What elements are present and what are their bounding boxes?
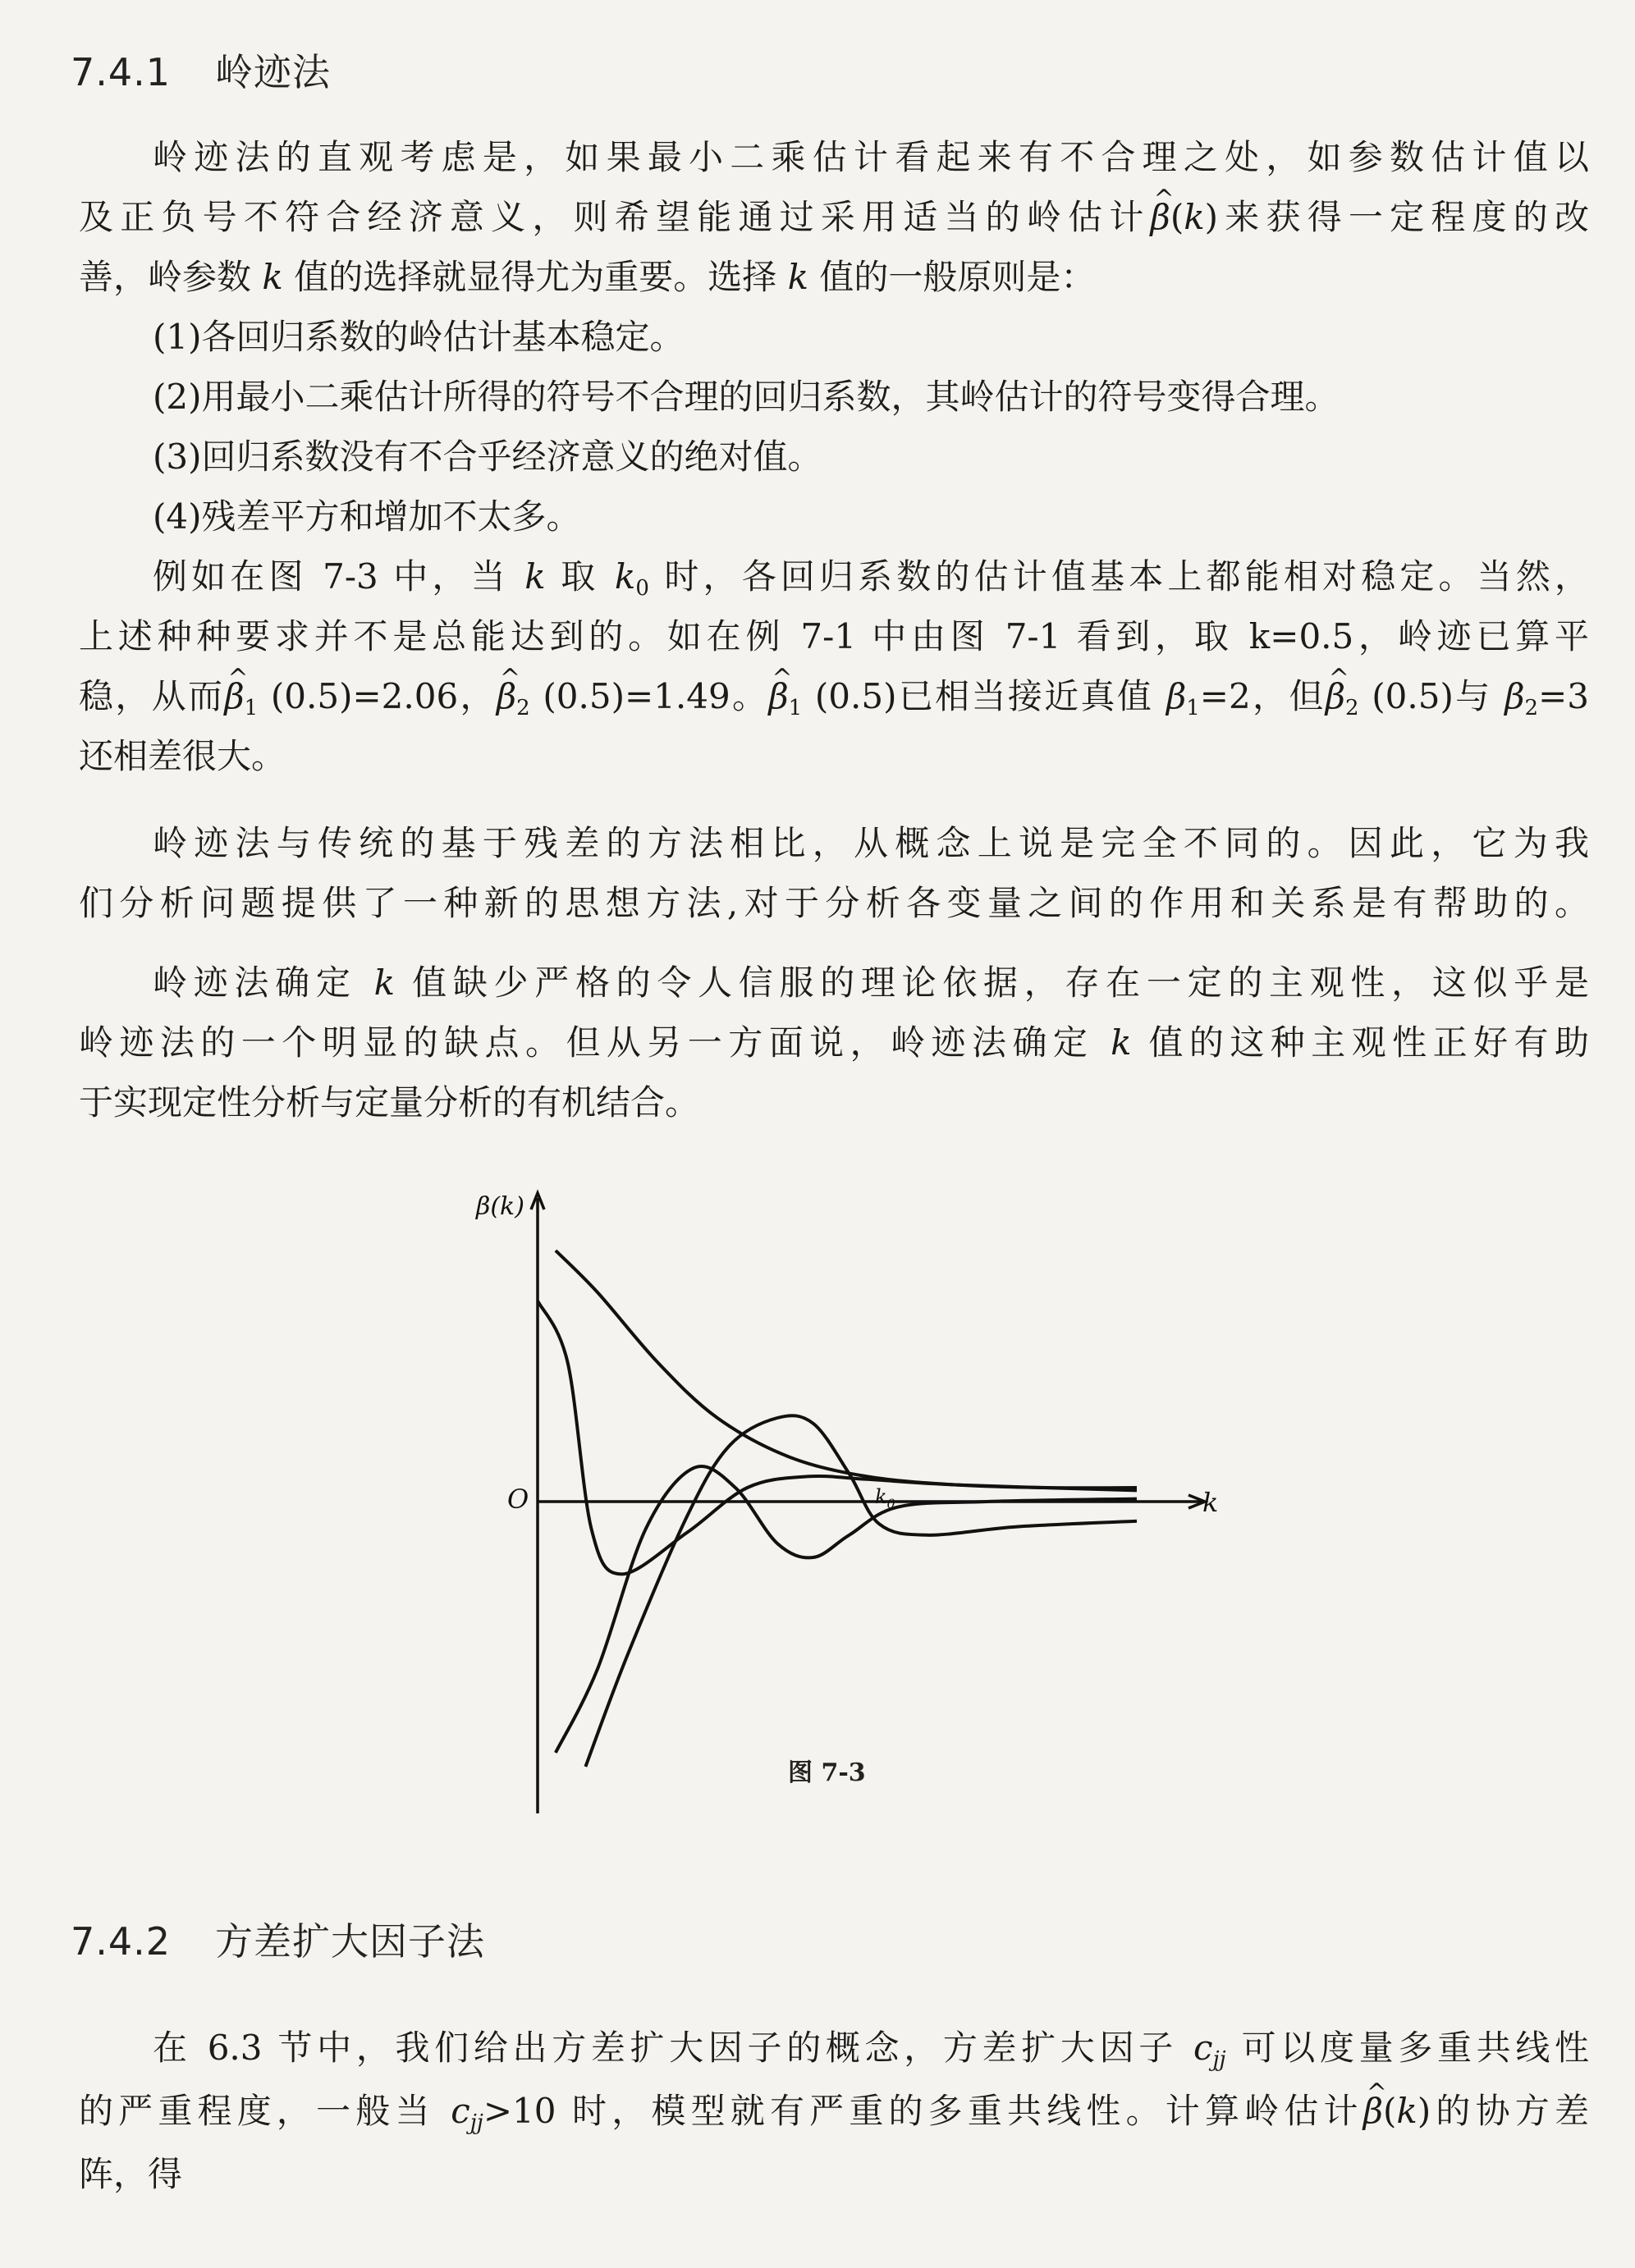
list-item: (1)各回归系数的岭估计基本稳定。 (153, 317, 685, 357)
beta-hat-symbol: ^ β (1151, 194, 1170, 240)
paragraph-line: 岭迹法的一个明显的缺点。但从另一方面说，岭迹法确定 k 值的这种主观性正好有助 (79, 1022, 1589, 1063)
ridge-trace-trace-1 (556, 1251, 1137, 1488)
paragraph-line: 例如在图 7-3 中，当 k 取 $k_0$ 时，各回归系数的估计值基本上都能相对稳定。当然， (153, 556, 1589, 601)
paragraph-line: 们分析问题提供了一种新的思想方法,对于分析各变量之间的作用和关系是有帮助的。 (79, 883, 1589, 923)
section-title: 方差扩大因子法 (215, 1919, 486, 1964)
paragraph-line: 还相差很大。 (79, 736, 286, 776)
ridge-trace-trace-4 (585, 1415, 1137, 1767)
ridge-trace-curves (538, 1251, 1137, 1767)
y-axis-label: β(k) (476, 1192, 524, 1221)
paragraph-line: 岭迹法的直观考虑是，如果最小二乘估计看起来有不合理之处，如参数估计值以 (153, 137, 1589, 177)
paragraph-line: 的严重程度，一般当 $c_{jj}>10$ 时，模型就有严重的多重共线性。计算岭估计^ β(k)的协方差 (79, 2088, 1589, 2134)
paragraph-line: 及正负号不符合经济意义，则希望能通过采用适当的岭估计^ β(k)来获得一定程度的改 (79, 194, 1589, 240)
section-number: 7.4.1 (71, 50, 172, 94)
section-title: 岭迹法 (215, 50, 332, 94)
paragraph-line: 稳，从而^ $\beta_1$ (0.5)=2.06，^ $\beta_2$ (0.5)=1.49。^ $\beta_1$ (0.5)已相当接近真值 $\beta_1=2$，但^ $\beta_2$ (0.5)与 $\beta_2=3$ (79, 674, 1589, 720)
list-item: (2)用最小二乘估计所得的符号不合理的回归系数，其岭估计的符号变得合理。 (153, 377, 1340, 417)
paragraph-line: 岭迹法确定 k 值缺少严格的令人信服的理论依据，存在一定的主观性，这似乎是 (153, 963, 1589, 1003)
list-item: (4)残差平方和增加不太多。 (153, 496, 581, 537)
ridge-trace-trace-3 (556, 1466, 1137, 1753)
origin-label: O (507, 1484, 529, 1515)
k0-label: $k_0$ (875, 1485, 895, 1511)
ridge-trace-trace-2 (538, 1301, 1137, 1574)
paragraph-line: 善，岭参数 k 值的选择就显得尤为重要。选择 k 值的一般原则是： (79, 257, 1096, 297)
section-heading-7-4-1 (71, 43, 331, 97)
paragraph-line: 于实现定性分析与定量分析的有机结合。 (79, 1082, 700, 1123)
paragraph-line: 阵，得 (79, 2154, 183, 2194)
section-heading-7-4-2: 7.4.2 方差扩大因子法 (71, 1919, 486, 1964)
figure-caption: 图 7-3 (788, 1758, 866, 1787)
x-axis-label: k (1202, 1487, 1219, 1518)
paragraph-line: 上述种种要求并不是总能达到的。如在例 7-1 中由图 7-1 看到，取 k=0.5，岭迹已算平 (79, 616, 1589, 656)
paragraph-line: 在 6.3 节中，我们给出方差扩大因子的概念，方差扩大因子 $c_{jj}$ 可以度量多重共线性 (153, 2028, 1589, 2072)
list-item: (3)回归系数没有不合乎经济意义的绝对值。 (153, 437, 822, 477)
ridge-trace-figure (460, 1182, 1231, 1830)
paragraph-line: 岭迹法与传统的基于残差的方法相比，从概念上说是完全不同的。因此，它为我 (153, 823, 1589, 863)
